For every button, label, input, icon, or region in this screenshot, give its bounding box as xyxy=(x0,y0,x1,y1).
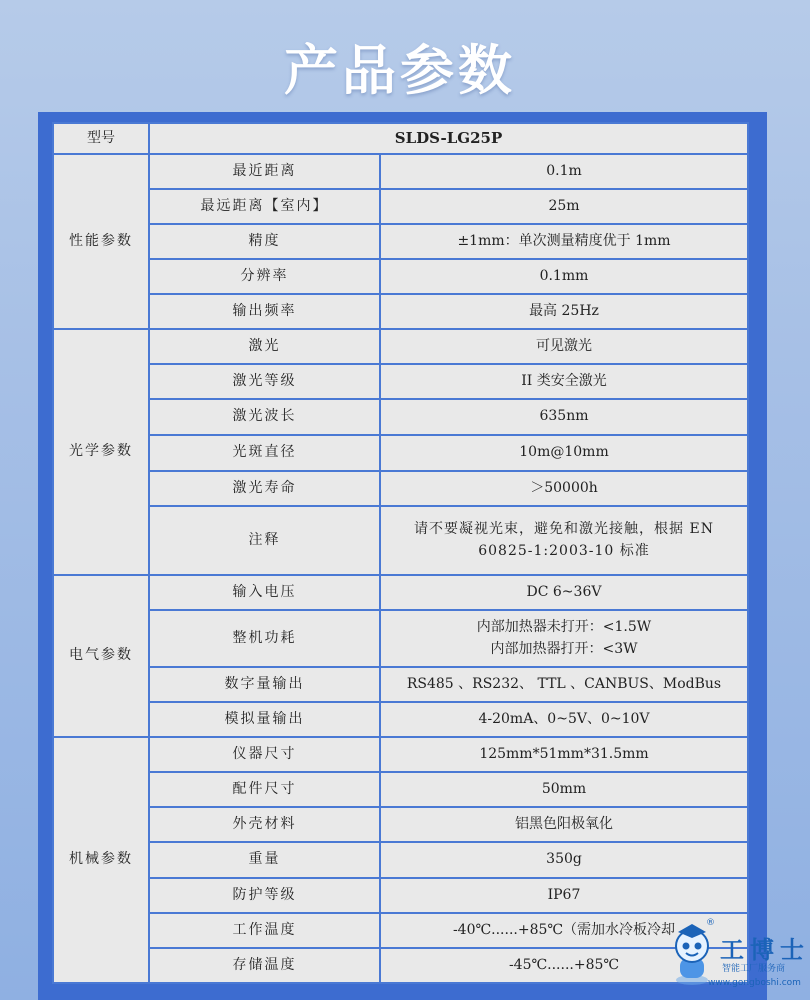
param-name: 光斑直径 xyxy=(150,436,379,470)
table-row xyxy=(54,225,747,258)
param-value-multiline xyxy=(381,611,747,666)
table-row xyxy=(54,879,747,912)
param-name: 分辨率 xyxy=(150,260,379,293)
model-label: 型号 xyxy=(54,124,148,153)
value-line: 内部加热器打开：<3W xyxy=(490,640,638,657)
table-row xyxy=(54,365,747,398)
param-value: 最高 25Hz xyxy=(381,295,747,328)
param-name: 重量 xyxy=(150,843,379,877)
table-row xyxy=(54,295,747,328)
page-title: 产品参数 xyxy=(284,39,516,102)
param-name: 模拟量输出 xyxy=(150,703,379,736)
table-row xyxy=(54,190,747,223)
brand-subtitle: 智能工厂服务商 xyxy=(722,964,786,974)
param-value: 50mm xyxy=(381,773,747,806)
brand-name: 工博士 xyxy=(720,936,810,964)
table-row xyxy=(54,330,747,363)
group-label-electrical: 电气参数 xyxy=(54,576,148,736)
param-value: IP67 xyxy=(381,879,747,912)
param-value: 可见激光 xyxy=(381,330,747,363)
table-row xyxy=(54,773,747,806)
param-value-note xyxy=(381,507,747,574)
param-name: 注释 xyxy=(150,507,379,574)
note-line: 60825-1:2003-10 标准 xyxy=(478,542,650,559)
param-value: ＞50000h xyxy=(381,472,747,505)
param-name: 仪器尺寸 xyxy=(150,738,379,771)
param-value: DC 6~36V xyxy=(381,576,747,609)
group-label-mechanical: 机械参数 xyxy=(54,738,148,982)
param-name: 激光波长 xyxy=(150,400,379,434)
param-value: ±1mm：单次测量精度优于 1mm xyxy=(381,225,747,258)
table-row xyxy=(54,738,747,771)
param-value: 4-20mA、0~5V、0~10V xyxy=(381,703,747,736)
model-value: SLDS-LG25P xyxy=(150,124,747,153)
table-row xyxy=(54,949,747,982)
spec-table xyxy=(52,122,749,984)
note-line: 请不要凝视光束，避免和激光接触，根据 EN xyxy=(414,520,714,537)
group-label-performance: 性能参数 xyxy=(54,155,148,328)
param-name: 最近距离 xyxy=(150,155,379,188)
param-name: 防护等级 xyxy=(150,879,379,912)
param-name: 最远距离【室内】 xyxy=(150,190,379,223)
value-line: 内部加热器未打开：<1.5W xyxy=(476,618,652,635)
param-name: 外壳材料 xyxy=(150,808,379,841)
brand-url: www.gongboshi.com xyxy=(708,978,801,988)
param-name: 工作温度 xyxy=(150,914,379,947)
param-value: 350g xyxy=(381,843,747,877)
table-row xyxy=(54,914,747,947)
param-value: -40℃......+85℃（需加水冷板冷却 xyxy=(381,914,747,947)
table-row xyxy=(54,808,747,841)
param-value: 125mm*51mm*31.5mm xyxy=(381,738,747,771)
param-name: 数字量输出 xyxy=(150,668,379,701)
table-row xyxy=(54,576,747,609)
param-name: 激光 xyxy=(150,330,379,363)
param-value: 635nm xyxy=(381,400,747,434)
param-name: 存储温度 xyxy=(150,949,379,982)
param-value: 10m@10mm xyxy=(381,436,747,470)
table-row xyxy=(54,436,747,470)
param-value: RS485 、RS232、 TTL 、CANBUS、ModBus xyxy=(381,668,747,701)
table-row xyxy=(54,703,747,736)
table-row xyxy=(54,400,747,434)
param-name: 配件尺寸 xyxy=(150,773,379,806)
registered-mark: ® xyxy=(706,918,715,928)
param-name: 激光寿命 xyxy=(150,472,379,505)
param-name: 输出频率 xyxy=(150,295,379,328)
param-name: 输入电压 xyxy=(150,576,379,609)
param-name: 精度 xyxy=(150,225,379,258)
param-value: 0.1m xyxy=(381,155,747,188)
table-row xyxy=(54,668,747,701)
table-row xyxy=(54,843,747,877)
table-row xyxy=(54,155,747,188)
param-value: II 类安全激光 xyxy=(381,365,747,398)
brand-watermark xyxy=(662,912,810,1000)
table-row xyxy=(54,260,747,293)
table-row xyxy=(54,472,747,505)
param-value: 0.1mm xyxy=(381,260,747,293)
param-name: 整机功耗 xyxy=(150,611,379,666)
param-value: -45℃......+85℃ xyxy=(381,949,747,982)
param-value: 铝黑色阳极氧化 xyxy=(381,808,747,841)
param-value: 25m xyxy=(381,190,747,223)
group-label-optical: 光学参数 xyxy=(54,330,148,574)
table-row xyxy=(54,507,747,574)
table-row xyxy=(54,611,747,666)
table-row xyxy=(54,124,747,153)
param-name: 激光等级 xyxy=(150,365,379,398)
